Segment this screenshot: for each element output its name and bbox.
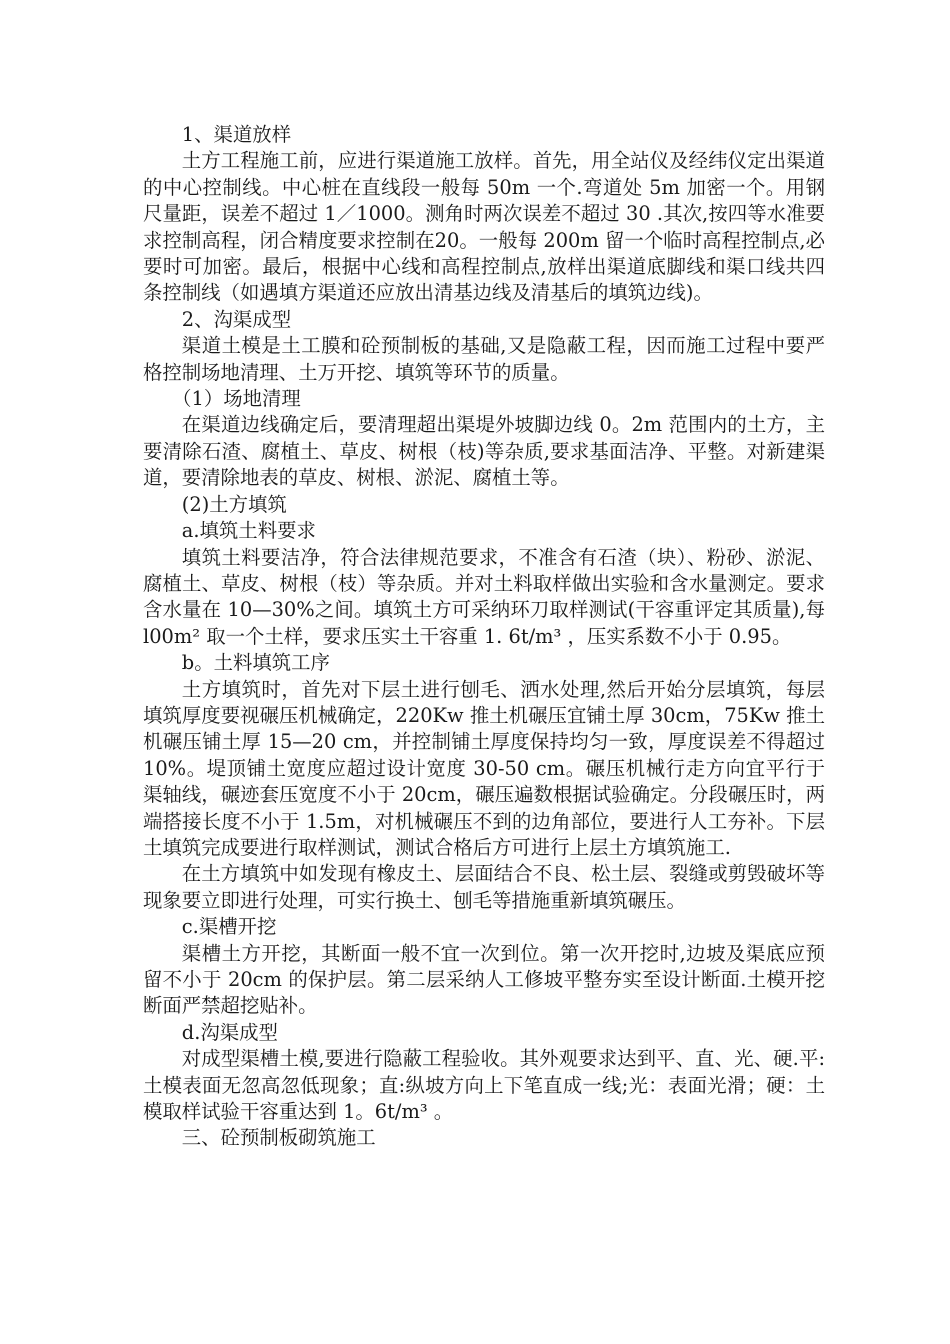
subheading-site-clearing: （1）场地清理: [172, 387, 301, 411]
paragraph-stakeout: 土方工程施工前，应进行渠道施工放样。首先，用全站仪及经纬仪定出渠道的中心控制线。中心桩在直线段一般每 50m 一个.弯道处 5m 加密一个。用钢尺量距，误差不超过 1／1000。测角时两次误差不超过 30 .其次,按四等水准要求控制高程，闭合精度要求控制在20。一般每 200m 留一个临时高程控制点,必要时可加密。最后，根据中心线和高程控制点,放样出渠道底脚线和渠口线共四条控制线（如遇填方渠道还应放出清基边线及清基后的填筑边线)。: [143, 149, 825, 305]
subheading-channel-forming: d.沟渠成型: [181, 1020, 278, 1044]
paragraph-channel-forming-intro: 渠道土模是土工膜和砼预制板的基础,又是隐蔽工程，因而施工过程中要严格控制场地清理、土万开挖、填筑等环节的质量。: [143, 334, 825, 384]
paragraph-filling-defects: 在土方填筑中如发现有橡皮土、层面结合不良、松土层、裂缝或剪毁破坏等现象要立即进行处理，可实行换土、刨毛等措施重新填筑碾压。: [143, 862, 825, 912]
paragraph-filling-procedure: 土方填筑时，首先对下层土进行刨毛、洒水处理,然后开始分层填筑，每层填筑厚度要视碾压机械确定，220Kw 推土机碾压宜铺土厚 30cm，75Kw 推土机碾压铺土厚 15—20 cm，并控制铺土厚度保持均匀一致，厚度误差不得超过 10%。堤顶铺土宽度应超过设计宽度 30-50 cm。碾压机械行走方向宜平行于渠轴线，碾迹套压宽度不小于 20cm，碾压遍数根据试验确定。分段碾压时，两端搭接长度不小于 1.5m，对机械碾压不到的边角部位，要进行人工夯补。下层土填筑完成要进行取样测试，测试合格后方可进行上层土方填筑施工.: [143, 677, 825, 859]
document-body: [143, 122, 825, 1152]
subheading-fill-material: a.填筑土料要求: [181, 519, 316, 543]
subheading-earth-filling: (2)土方填筑: [181, 492, 287, 516]
section-heading-channel-forming: 2、沟渠成型: [181, 307, 292, 331]
subheading-trench-excavation: c.渠槽开挖: [181, 915, 277, 939]
section-heading-precast-slab: 三、砼预制板砌筑施工: [181, 1126, 376, 1150]
subheading-filling-procedure: b。土料填筑工序: [181, 651, 330, 675]
paragraph-trench-excavation: 渠槽土方开挖，其断面一般不宜一次到位。第一次开挖时,边坡及渠底应预留不小于 20cm 的保护层。第二层采纳人工修坡平整夯实至设计断面.土模开挖断面严禁超挖贴补。: [143, 941, 825, 1018]
paragraph-channel-acceptance: 对成型渠槽土模,要进行隐蔽工程验收。其外观要求达到平、直、光、硬.平:土模表面无忽高忽低现象；直:纵坡方向上下笔直成一线;光：表面光滑；硬：土模取样试验干容重达到 1。6t/m³ 。: [143, 1047, 825, 1124]
paragraph-fill-material: 填筑土料要洁净，符合法律规范要求，不准含有石渣（块）、粉砂、淤泥、腐植土、草皮、树根（枝）等杂质。并对土料取样做出实验和含水量测定。要求含水量在 10—30%之间。填筑土方可采纳环刀取样测试(干容重评定其质量),每 l00m² 取一个土样，要求压实土干容重 1. 6t/m³ ，压实系数不小于 0.95。: [143, 545, 825, 648]
section-heading-stakeout: 1、渠道放样: [181, 123, 292, 146]
paragraph-site-clearing: 在渠道边线确定后，要清理超出渠堤外坡脚边线 0。2m 范围内的土方，主要清除石渣、腐植土、草皮、树根（枝)等杂质,要求基面洁净、平整。对新建渠道，要清除地表的草皮、树根、淤泥、腐植土等。: [143, 413, 825, 490]
